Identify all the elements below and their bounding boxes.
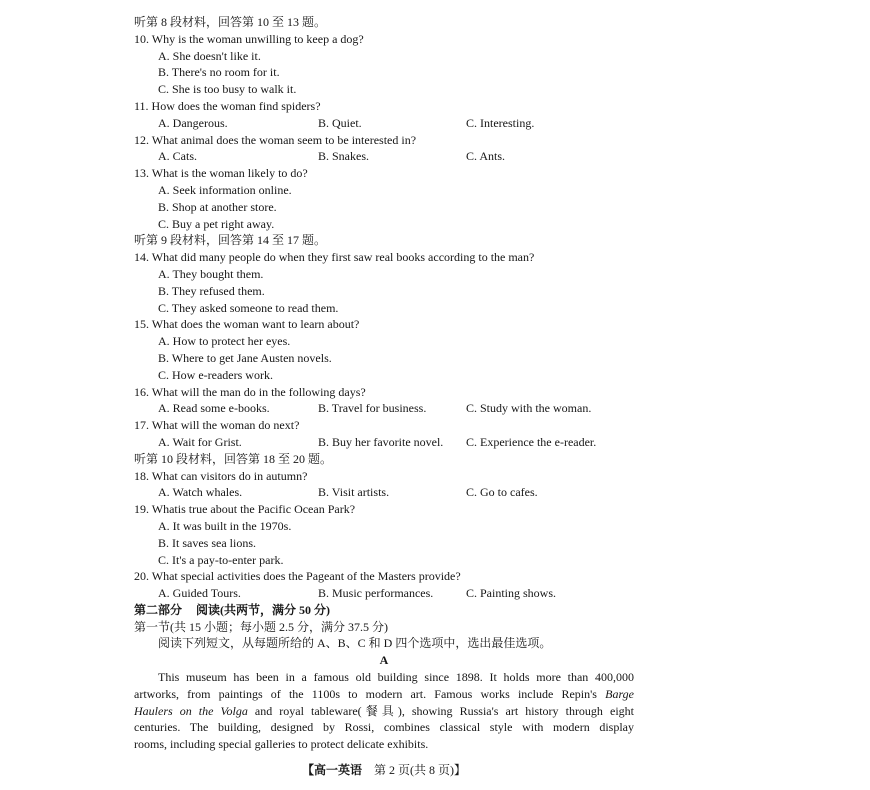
option-a: A. How to protect her eyes. xyxy=(158,334,291,349)
option-b: B. There's no room for it. xyxy=(158,65,280,80)
option-b: B. They refused them. xyxy=(158,283,265,298)
footer-page-number: 第 2 页(共 8 页)】 xyxy=(374,763,466,777)
listening-group xyxy=(134,14,634,232)
options-row xyxy=(134,115,634,132)
reading-directions: 阅读下列短文，从每题所给的 A、B、C 和 D 四个选项中，选出最佳选项。 xyxy=(158,636,552,651)
listening-instruction: 听第 8 段材料，回答第 10 至 13 题。 xyxy=(134,15,327,29)
passage-text: centuries. The building, designed by Rossi, combines classical style with modern display xyxy=(134,720,634,735)
option-a: A. Wait for Grist. xyxy=(158,434,242,449)
part-label: 第二部分 xyxy=(134,602,183,617)
footer-subject: 【高一英语 xyxy=(301,763,362,777)
question-stem: 16. What will the man do in the following days? xyxy=(134,384,366,399)
options-row xyxy=(134,148,634,165)
option-c: C. Experience the e-reader. xyxy=(466,434,597,449)
option-b: B. Travel for business. xyxy=(318,401,427,416)
passage-line xyxy=(134,686,634,703)
option-a: A. Watch whales. xyxy=(158,485,243,500)
option-c: C. It's a pay-to-enter park. xyxy=(158,552,284,567)
passage-text: and royal tableware(餐具), showing Russia's art history through eight xyxy=(254,703,634,718)
option-a: A. Read some e-books. xyxy=(158,401,270,416)
question-stem: 18. What can visitors do in autumn? xyxy=(134,468,308,483)
option-c: C. Ants. xyxy=(466,149,506,164)
option-c: C. Study with the woman. xyxy=(466,401,592,416)
option-c: C. Go to cafes. xyxy=(466,485,538,500)
passage-line xyxy=(134,736,634,753)
option-b: B. Shop at another store. xyxy=(158,199,277,214)
option-b: B. Buy her favorite novel. xyxy=(318,434,444,449)
option-c: C. They asked someone to read them. xyxy=(158,300,339,315)
listening-group xyxy=(134,451,634,602)
options-row xyxy=(134,434,634,451)
part-heading xyxy=(134,602,634,619)
passage-text: artworks, from paintings of the 1100s to modern art. Famous works include Repin's xyxy=(134,686,597,701)
option-c: C. Painting shows. xyxy=(466,586,557,601)
option-a: A. Guided Tours. xyxy=(158,586,241,601)
option-c: C. She is too busy to walk it. xyxy=(158,82,297,97)
passage-text: This museum has been in a famous old building since 1898. It holds more than 400,000 xyxy=(158,670,634,685)
question-stem: 19. Whatis true about the Pacific Ocean Park? xyxy=(134,502,356,517)
question-stem: 17. What will the woman do next? xyxy=(134,418,300,433)
option-a: A. It was built in the 1970s. xyxy=(158,518,292,533)
option-a: A. She doesn't like it. xyxy=(158,48,261,63)
passage-label: A xyxy=(379,653,389,668)
passage xyxy=(134,669,634,753)
option-a: A. Dangerous. xyxy=(158,115,228,130)
option-b: B. Quiet. xyxy=(318,115,362,130)
option-a: A. Seek information online. xyxy=(158,182,292,197)
question-stem: 12. What animal does the woman seem to be interested in? xyxy=(134,132,417,147)
question-stem: 20. What special activities does the Pageant of the Masters provide? xyxy=(134,569,461,584)
option-c: C. How e-readers work. xyxy=(158,367,273,382)
options-row xyxy=(134,484,634,501)
listening-instruction: 听第 9 段材料，回答第 14 至 17 题。 xyxy=(134,233,327,248)
section-heading: 第一节(共 15 小题；每小题 2.5 分，满分 37.5 分) xyxy=(134,619,388,634)
exam-page xyxy=(134,14,634,753)
option-b: B. Snakes. xyxy=(318,149,369,164)
option-b: B. Music performances. xyxy=(318,586,434,601)
reading-section xyxy=(134,602,634,753)
passage-line xyxy=(134,719,634,736)
part-title: 阅读(共两节，满分 50 分) xyxy=(196,602,331,617)
question-stem: 14. What did many people do when they first saw real books according to the man? xyxy=(134,250,535,265)
option-b: B. Where to get Jane Austen novels. xyxy=(158,350,332,365)
question-stem: 13. What is the woman likely to do? xyxy=(134,166,308,181)
option-a: A. They bought them. xyxy=(158,266,264,281)
passage-line xyxy=(134,669,634,686)
option-b: B. Visit artists. xyxy=(318,485,390,500)
question-stem: 10. Why is the woman unwilling to keep a dog? xyxy=(134,31,364,46)
listening-instruction: 听第 10 段材料，回答第 18 至 20 题。 xyxy=(134,451,333,466)
option-c: C. Buy a pet right away. xyxy=(158,216,275,231)
option-c: C. Interesting. xyxy=(466,115,535,130)
option-b: B. It saves sea lions. xyxy=(158,535,256,550)
artwork-title-italic: Barge xyxy=(605,686,635,701)
question-stem: 15. What does the woman want to learn about? xyxy=(134,317,360,332)
options-row xyxy=(134,400,634,417)
listening-group xyxy=(134,232,634,450)
passage-text: rooms, including special galleries to protect delicate exhibits. xyxy=(134,737,429,752)
option-a: A. Cats. xyxy=(158,149,197,164)
passage-line xyxy=(134,703,634,720)
artwork-title-italic: Haulers on the Volga xyxy=(134,703,248,718)
options-row xyxy=(134,585,634,602)
question-stem: 11. How does the woman find spiders? xyxy=(134,98,321,113)
page-footer xyxy=(134,762,634,778)
